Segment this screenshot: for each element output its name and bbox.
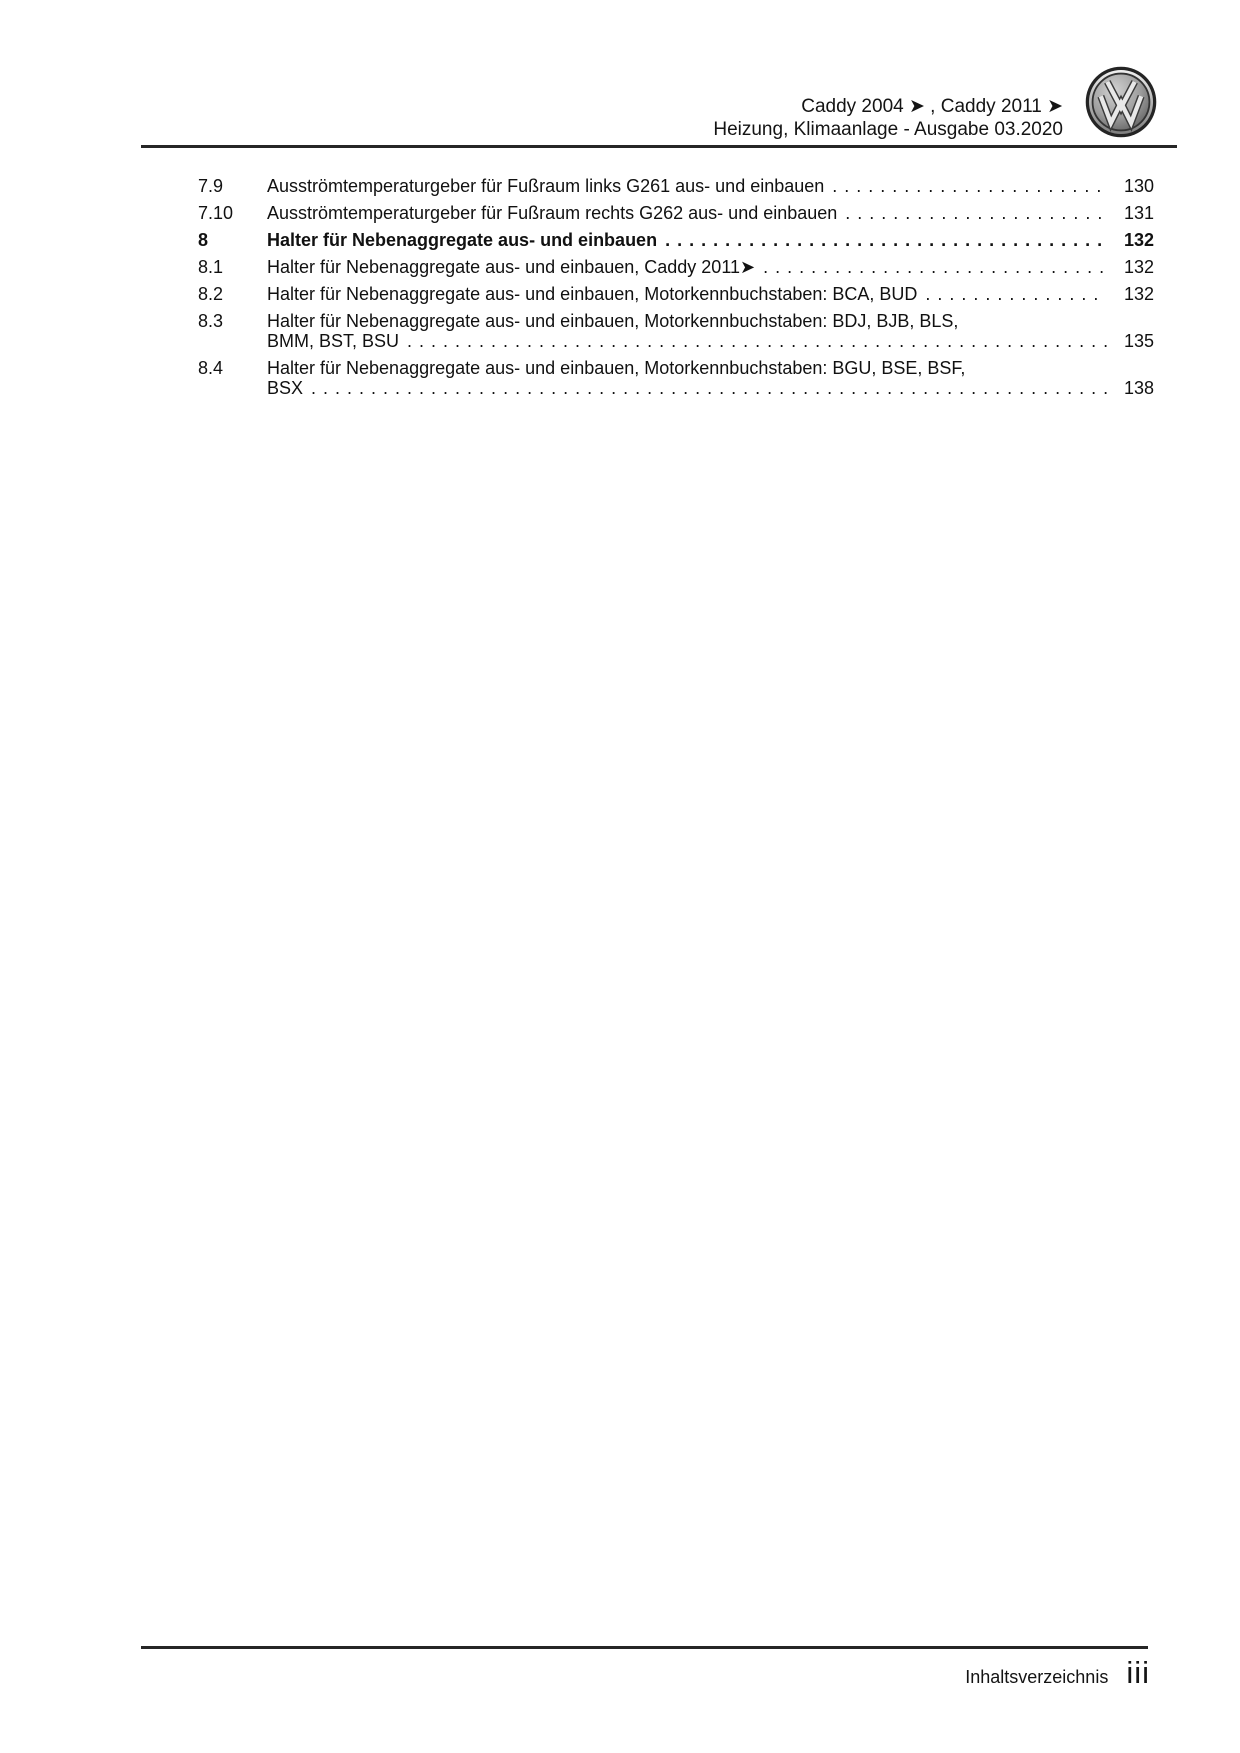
toc-entry-8-3[interactable] bbox=[198, 311, 1154, 351]
toc-entry-title: Halter für Nebenaggregate aus- und einbauen, Motorkennbuchstaben: BCA, BUD bbox=[267, 284, 918, 304]
toc-entry-page: 138 bbox=[1123, 378, 1154, 398]
toc-entry-title: Halter für Nebenaggregate aus- und einbauen, Caddy 2011➤ bbox=[267, 257, 756, 277]
vw-logo-icon bbox=[1085, 66, 1157, 138]
header bbox=[713, 95, 1063, 141]
toc-entry-title-continued: BMM, BST, BSU bbox=[267, 331, 400, 351]
toc-entry-8[interactable] bbox=[198, 230, 1154, 250]
footer-section-label: Inhaltsverzeichnis bbox=[965, 1667, 1109, 1687]
toc-entry-title: Ausströmtemperaturgeber für Fußraum links G261 aus- und einbauen bbox=[267, 176, 825, 196]
toc-entry-page: 131 bbox=[1123, 203, 1154, 223]
toc-entry-title: Halter für Nebenaggregate aus- und einbauen, Motorkennbuchstaben: BDJ, BJB, BLS, bbox=[267, 311, 959, 331]
toc-entry-8-4[interactable] bbox=[198, 358, 1154, 398]
header-manual-title: Heizung, Klimaanlage - Ausgabe 03.2020 bbox=[713, 119, 1063, 140]
footer-page-number: iii bbox=[1126, 1655, 1150, 1690]
toc-entry-7-9[interactable] bbox=[198, 176, 1154, 196]
footer bbox=[965, 1655, 1150, 1691]
toc-entry-number: 8.1 bbox=[198, 257, 224, 277]
header-model-line: Caddy 2004 ➤ , Caddy 2011 ➤ bbox=[801, 96, 1063, 117]
toc-entry-number-spacer bbox=[198, 331, 267, 351]
toc-entry-7-10[interactable] bbox=[198, 203, 1154, 223]
toc-entry-title: Halter für Nebenaggregate aus- und einbauen, Motorkennbuchstaben: BGU, BSE, BSF, bbox=[267, 358, 966, 378]
table-of-contents bbox=[198, 176, 1154, 405]
toc-entry-number-spacer bbox=[198, 378, 267, 398]
toc-entry-page: 132 bbox=[1123, 284, 1154, 304]
toc-entry-number: 8.4 bbox=[198, 358, 224, 378]
toc-entry-page: 132 bbox=[1123, 230, 1154, 250]
dot-leader bbox=[311, 378, 1107, 398]
toc-entry-number: 8.3 bbox=[198, 311, 224, 331]
toc-entry-number: 8 bbox=[198, 230, 209, 250]
toc-entry-8-2[interactable] bbox=[198, 284, 1154, 304]
dot-leader bbox=[845, 203, 1107, 223]
footer-divider bbox=[141, 1646, 1148, 1649]
toc-entry-title: Halter für Nebenaggregate aus- und einbauen bbox=[267, 230, 658, 250]
toc-entry-number: 7.10 bbox=[198, 203, 234, 223]
header-divider bbox=[141, 145, 1177, 148]
toc-entry-8-1[interactable] bbox=[198, 257, 1154, 277]
toc-entry-title: Ausströmtemperaturgeber für Fußraum rechts G262 aus- und einbauen bbox=[267, 203, 838, 223]
dot-leader bbox=[665, 230, 1107, 250]
toc-entry-page: 135 bbox=[1123, 331, 1154, 351]
toc-entry-number: 8.2 bbox=[198, 284, 224, 304]
toc-entry-page: 132 bbox=[1123, 257, 1154, 277]
toc-entry-title-continued: BSX bbox=[267, 378, 304, 398]
toc-entry-number: 7.9 bbox=[198, 176, 224, 196]
dot-leader bbox=[925, 284, 1107, 304]
toc-entry-page: 130 bbox=[1123, 176, 1154, 196]
dot-leader bbox=[832, 176, 1107, 196]
dot-leader bbox=[407, 331, 1107, 351]
dot-leader bbox=[763, 257, 1107, 277]
